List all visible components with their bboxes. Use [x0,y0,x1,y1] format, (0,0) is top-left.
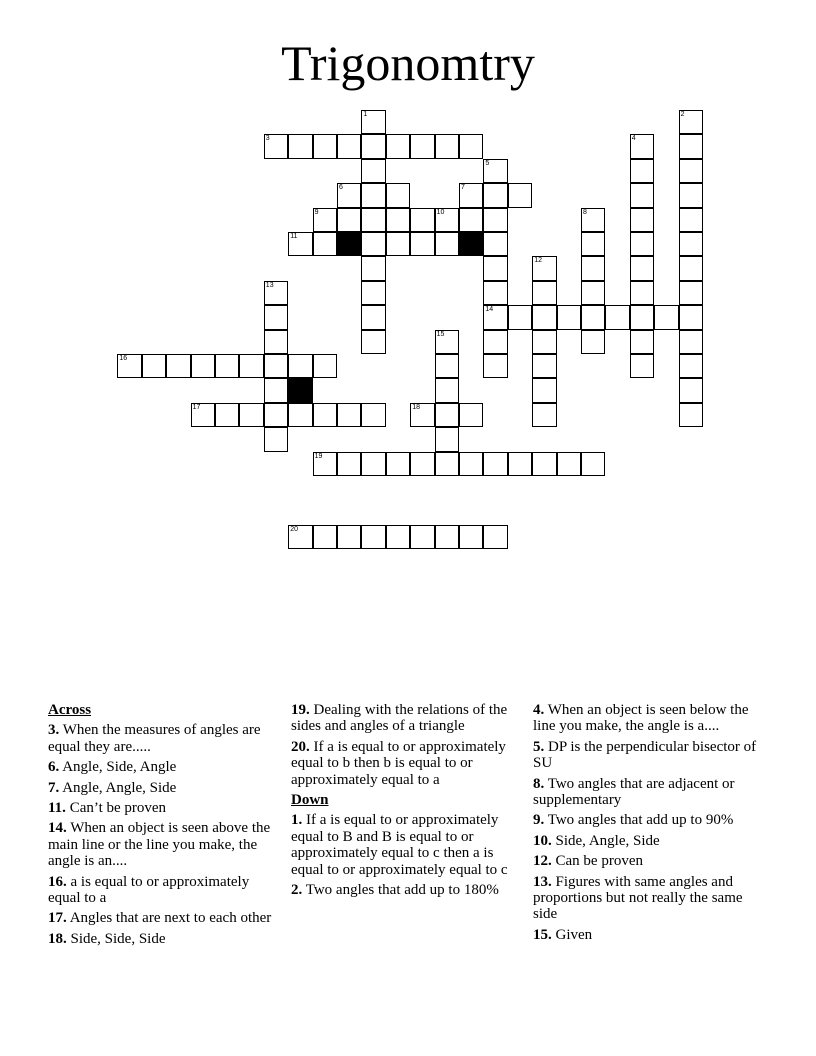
grid-cell[interactable] [337,208,361,232]
grid-cell[interactable] [361,525,385,549]
down-heading: Down [291,792,329,809]
grid-cell[interactable] [264,305,288,329]
grid-cell[interactable] [483,525,507,549]
grid-cell[interactable] [483,159,507,183]
grid-cell[interactable] [337,452,361,476]
grid-cell[interactable] [361,452,385,476]
grid-cell[interactable] [386,232,410,256]
grid-cell[interactable] [654,305,678,329]
cell-number: 20 [290,525,298,533]
down-clue: 10. Side, Angle, Side [533,832,660,849]
grid-cell[interactable] [459,134,483,158]
across-heading: Across [48,702,92,718]
grid-cell[interactable] [410,452,434,476]
grid-cell[interactable] [459,452,483,476]
grid-cell[interactable] [581,305,605,329]
grid-cell[interactable] [386,134,410,158]
grid-cell[interactable] [435,378,459,402]
grid-cell[interactable] [410,232,434,256]
grid-block [459,232,483,256]
down-clue: 12. Can be proven [533,853,643,870]
grid-cell[interactable] [361,330,385,354]
grid-cell[interactable] [581,330,605,354]
grid-cell[interactable] [630,183,654,207]
cell-number: 11 [290,233,298,240]
grid-cell[interactable] [532,452,556,476]
grid-cell[interactable] [288,403,312,427]
grid-cell[interactable] [117,354,141,378]
grid-cell[interactable] [483,281,507,305]
grid-cell[interactable] [435,525,459,549]
grid-cell[interactable] [337,183,361,207]
cell-number: 15 [436,330,445,338]
grid-cell[interactable] [679,110,703,134]
grid-cell[interactable] [679,281,703,305]
grid-cell[interactable] [483,354,507,378]
cell-number: 7 [461,184,465,192]
down-clue: 5. DP is the perpendicular bisector of SU [533,738,757,772]
grid-cell[interactable] [679,183,703,207]
cell-number: 4 [631,135,636,143]
grid-cell[interactable] [313,208,337,232]
grid-cell[interactable] [239,354,263,378]
grid-cell[interactable] [679,378,703,402]
down-clue: 9. Two angles that add up to 90% [533,812,734,829]
grid-cell[interactable] [508,305,532,329]
across-clue: 6. Angle, Side, Angle [48,759,177,776]
across-clue: 11. Can’t be proven [48,800,167,817]
grid-cell[interactable] [532,403,556,427]
grid-cell[interactable] [410,208,434,232]
grid-cell[interactable] [264,378,288,402]
grid-cell[interactable] [532,354,556,378]
grid-cell[interactable] [313,134,337,158]
cell-number: 9 [314,208,319,216]
grid-cell[interactable] [532,305,556,329]
grid-cell[interactable] [630,330,654,354]
grid-cell[interactable] [142,354,166,378]
grid-cell[interactable] [191,403,215,427]
grid-cell[interactable] [313,354,337,378]
grid-cell[interactable] [435,232,459,256]
across-clue: 19. Dealing with the relations of the sides and angles of a triangle [291,702,508,735]
grid-cell[interactable] [264,281,288,305]
grid-cell[interactable] [435,403,459,427]
grid-cell[interactable] [557,452,581,476]
cell-number: 1 [363,111,368,118]
puzzle-title: Trigonomtry [281,35,535,91]
across-clue: 17. Angles that are next to each other [48,910,272,927]
down-clue: 1. If a is equal to or approximately equal to B and B is equal to or approximately equal to c then a is equal to or approximately equal to c [291,812,508,878]
cell-number: 16 [119,355,128,362]
grid-cell[interactable] [679,159,703,183]
grid-cell[interactable] [166,354,190,378]
down-clue: 13. Figures with same angles and proportions but not really the same side [533,873,743,923]
grid-cell[interactable] [288,232,312,256]
grid-cell[interactable] [630,281,654,305]
grid-cell[interactable] [630,256,654,280]
cell-number: 17 [192,403,201,411]
clue-column-3 [533,702,769,947]
grid-cell[interactable] [532,378,556,402]
grid-cell[interactable] [483,232,507,256]
grid-cell[interactable] [679,403,703,427]
grid-cell[interactable] [605,305,629,329]
grid-cell[interactable] [435,354,459,378]
across-clue: 16. a is equal to or approximately equal to a [48,873,250,907]
grid-cell[interactable] [581,281,605,305]
across-clue: 18. Side, Side, Side [48,930,166,947]
cell-number: 19 [314,452,323,460]
grid-cell[interactable] [361,134,385,158]
grid-cell[interactable] [313,403,337,427]
grid-cell[interactable] [264,403,288,427]
grid-cell[interactable] [361,232,385,256]
grid-cell[interactable] [581,256,605,280]
grid-cell[interactable] [361,281,385,305]
down-clue: 4. When an object is seen below the line you make, the angle is a.... [533,702,749,735]
grid-cell[interactable] [679,208,703,232]
grid-cell[interactable] [483,183,507,207]
grid-cell[interactable] [508,452,532,476]
grid-cell[interactable] [288,134,312,158]
grid-cell[interactable] [679,232,703,256]
grid-cell[interactable] [410,403,434,427]
grid-cell[interactable] [337,525,361,549]
grid-cell[interactable] [215,403,239,427]
grid-cell[interactable] [361,110,385,134]
grid-cell[interactable] [361,183,385,207]
grid-cell[interactable] [581,452,605,476]
grid-cell[interactable] [361,208,385,232]
grid-cell[interactable] [532,330,556,354]
grid-cell[interactable] [581,232,605,256]
grid-cell[interactable] [386,208,410,232]
grid-cell[interactable] [483,208,507,232]
down-clue: 8. Two angles that are adjacent or supplementary [533,775,735,809]
grid-cell[interactable] [679,354,703,378]
grid-cell[interactable] [337,403,361,427]
grid-cell[interactable] [239,403,263,427]
grid-cell[interactable] [679,134,703,158]
grid-cell[interactable] [630,305,654,329]
cell-number: 18 [412,403,420,411]
grid-cell[interactable] [313,452,337,476]
grid-cell[interactable] [679,305,703,329]
cell-number: 13 [265,281,274,289]
grid-cell[interactable] [459,183,483,207]
grid-cell[interactable] [483,452,507,476]
grid-cell[interactable] [435,208,459,232]
across-clue: 20. If a is equal to or approximately equal to b then b is equal to or approximately equal to a [291,738,506,788]
cell-number: 5 [485,159,490,167]
grid-cell[interactable] [191,354,215,378]
across-clue: 7. Angle, Angle, Side [48,779,177,796]
grid-cell[interactable] [459,525,483,549]
grid-cell[interactable] [435,330,459,354]
grid-cell[interactable] [264,134,288,158]
cell-number: 6 [339,184,343,192]
cell-number: 14 [485,306,494,314]
clue-column-1 [48,702,284,951]
grid-block [288,378,312,402]
grid-cell[interactable] [313,525,337,549]
grid-block [337,232,361,256]
grid-cell[interactable] [361,305,385,329]
grid-cell[interactable] [630,134,654,158]
grid-cell[interactable] [581,208,605,232]
grid-cell[interactable] [313,232,337,256]
grid-cell[interactable] [630,232,654,256]
clue-column-2 [291,702,525,902]
grid-cell[interactable] [483,305,507,329]
grid-cell[interactable] [435,134,459,158]
grid-cell[interactable] [532,256,556,280]
down-clue: 15. Given [533,926,593,943]
grid-cell[interactable] [337,134,361,158]
grid-cell[interactable] [361,256,385,280]
grid-cell[interactable] [435,427,459,451]
grid-cell[interactable] [410,525,434,549]
grid-cell[interactable] [532,281,556,305]
across-clue: 14. When an object is seen above the main line or the line you make, the angle is an.... [48,820,271,870]
grid-cell[interactable] [410,134,434,158]
cell-number: 8 [583,208,587,216]
grid-cell[interactable] [288,525,312,549]
grid-cell[interactable] [459,403,483,427]
grid-cell[interactable] [386,183,410,207]
cell-number: 10 [436,208,445,216]
grid-cell[interactable] [630,354,654,378]
grid-cell[interactable] [386,452,410,476]
down-clue: 2. Two angles that add up to 180% [291,882,499,899]
grid-cell[interactable] [361,159,385,183]
grid-cell[interactable] [264,427,288,451]
grid-cell[interactable] [361,403,385,427]
grid-cell[interactable] [483,256,507,280]
grid-cell[interactable] [630,159,654,183]
grid-cell[interactable] [508,183,532,207]
grid-cell[interactable] [215,354,239,378]
cell-number: 3 [265,135,270,143]
cell-number: 12 [534,257,542,265]
grid-cell[interactable] [679,330,703,354]
grid-cell[interactable] [459,208,483,232]
grid-cell[interactable] [264,354,288,378]
grid-cell[interactable] [483,330,507,354]
grid-cell[interactable] [679,256,703,280]
grid-cell[interactable] [264,330,288,354]
cell-number: 2 [680,111,685,118]
grid-cell[interactable] [630,208,654,232]
grid-cell[interactable] [386,525,410,549]
clues-section [48,702,788,1002]
across-clue: 3. When the measures of angles are equal they are..... [48,722,261,755]
grid-cell[interactable] [288,354,312,378]
grid-cell[interactable] [435,452,459,476]
grid-cell[interactable] [557,305,581,329]
